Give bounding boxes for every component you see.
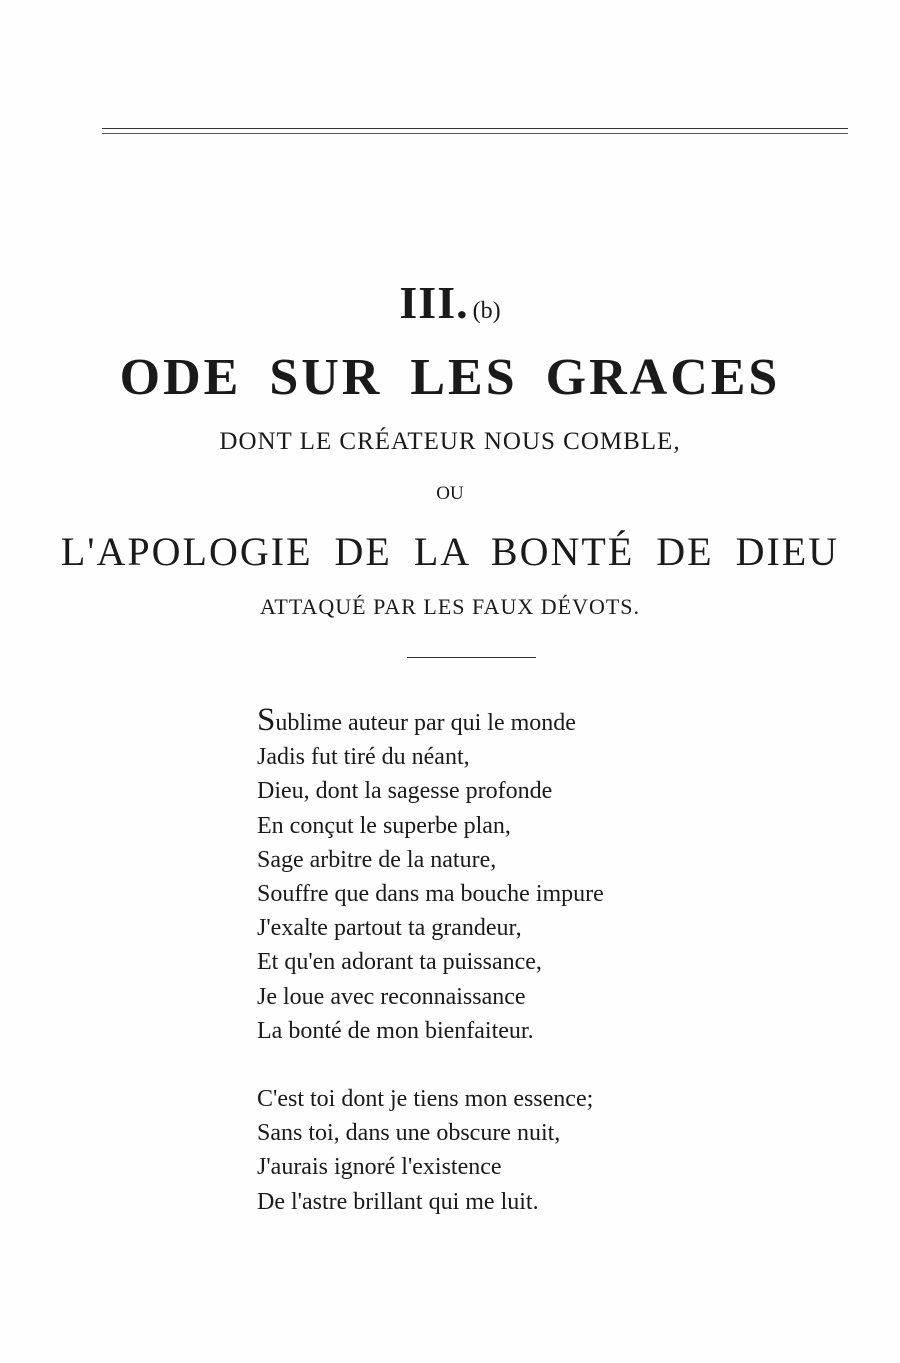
poem-line: Je loue avec reconnaissance — [257, 983, 526, 1010]
poem-line: Souffre que dans ma bouche impure — [257, 881, 604, 908]
alternate-subtitle: ATTAQUÉ PAR LES FAUX DÉVOTS. — [259, 594, 641, 619]
stanza-2 — [257, 1082, 817, 1219]
stanza-1 — [257, 702, 817, 1048]
poem-line: Dieu, dont la sagesse profonde — [257, 778, 553, 805]
poem-line: Sans toi, dans une obscure nuit, — [257, 1120, 561, 1147]
section-divider — [407, 657, 536, 658]
poem-body — [257, 702, 817, 1219]
section-numeral-suffix: (b) — [472, 298, 501, 324]
page-subtitle: DONT LE CRÉATEUR NOUS COMBLE, — [219, 428, 681, 455]
title-conjunction: OU — [436, 483, 464, 504]
poem-line: Et qu'en adorant ta puissance, — [257, 949, 542, 976]
top-rule — [102, 128, 848, 129]
poem-line: En conçut le superbe plan, — [257, 812, 511, 839]
poem-line: C'est toi dont je tiens mon essence; — [257, 1086, 594, 1113]
drop-cap: S — [257, 702, 276, 738]
top-rule-double — [102, 133, 848, 134]
poem-line: J'aurais ignoré l'existence — [257, 1154, 502, 1181]
section-number — [0, 276, 900, 329]
poem-line-text: ublime auteur par qui le monde — [275, 710, 576, 736]
poem-line: De l'astre brillant qui me luit. — [257, 1188, 539, 1215]
page-title: ODE SUR LES GRACES — [119, 349, 781, 406]
poem-line: Sage arbitre de la nature, — [257, 846, 497, 873]
section-numeral: III. — [399, 277, 469, 328]
poem-line: La bonté de mon bienfaiteur. — [257, 1017, 534, 1044]
alternate-title: L'APOLOGIE DE LA BONTÉ DE DIEU — [60, 529, 840, 574]
poem-line: J'exalte partout ta grandeur, — [257, 915, 522, 942]
poem-line: Jadis fut tiré du néant, — [257, 744, 470, 771]
poem-line — [257, 702, 817, 740]
